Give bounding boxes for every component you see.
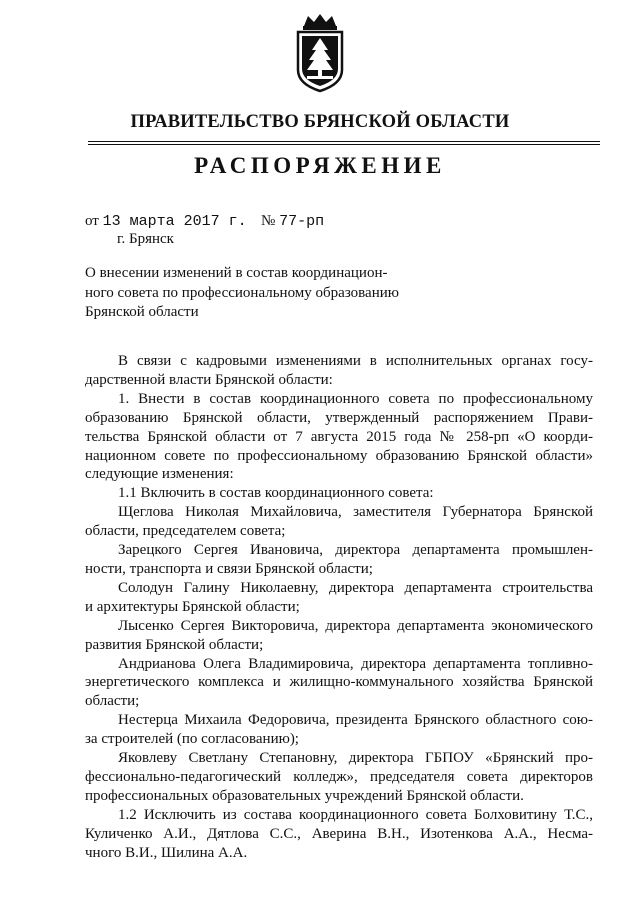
document-city: г. Брянск: [117, 231, 174, 247]
body-line: образованию Брянской области, утвержденный распоряжением Прави-: [85, 409, 593, 426]
body-line: Солодун Галину Николаевну, директора департамента строительства: [118, 579, 593, 596]
body-line: В связи с кадровыми изменениями в исполнительных органах госу-: [118, 353, 593, 369]
body-line: 1.2 Исключить из состава координационного совета Болховитину Т.С.,: [118, 806, 593, 823]
date-prefix: от: [85, 213, 99, 229]
document-date: [85, 213, 247, 230]
number-prefix: №: [261, 213, 276, 229]
body-line: Лысенко Сергея Викторовича, директора департамента экономического: [118, 617, 593, 634]
body-line: энергетического комплекса и жилищно-коммунального хозяйства Брянской: [85, 674, 593, 691]
body-line: чного В.И., Шилина А.А.: [85, 844, 248, 861]
subject-line: ного совета по профессиональному образованию: [85, 284, 399, 301]
body-line: области, председателем совета;: [85, 523, 286, 540]
body-line: Яковлеву Светлану Степановну, директора ГБПОУ «Брянский про-: [118, 750, 593, 767]
document-type-heading: РАСПОРЯЖЕНИЕ: [194, 153, 446, 178]
number-value: 77-рп: [279, 213, 325, 230]
document-body: [85, 352, 593, 862]
body-line: фессионально-педагогический колледж», председателя совета директоров: [85, 768, 593, 785]
document-subject: [85, 264, 445, 323]
body-line: тельства Брянской области от 7 августа 2015 года № 258-рп «О коорди-: [85, 428, 593, 445]
subject-line: О внесении изменений в состав координацион-: [85, 265, 388, 281]
body-line: Щеглова Николая Михайловича, заместителя Губернатора Брянской: [118, 504, 593, 521]
body-line: Куличенко А.И., Дятлова С.С., Аверина В.Н., Изотенкова А.А., Несма-: [85, 825, 593, 842]
government-title: ПРАВИТЕЛЬСТВО БРЯНСКОЙ ОБЛАСТИ: [130, 112, 510, 132]
body-line: Зарецкого Сергея Ивановича, директора департамента промышлен-: [118, 542, 593, 559]
body-line: ности, транспорта и связи Брянской области;: [85, 560, 373, 577]
body-line: национном совете по профессиональному образованию Брянской области»: [85, 447, 593, 464]
body-line: Андрианова Олега Владимировича, директора департамента топливно-: [118, 655, 593, 672]
body-line: 1.1 Включить в состав координационного совета:: [118, 485, 434, 502]
body-line: развития Брянской области;: [85, 636, 264, 653]
body-line: следующие изменения:: [85, 466, 234, 483]
body-line: дарственной власти Брянской области:: [85, 371, 333, 388]
body-line: 1. Внести в состав координационного совета по профессиональному: [118, 390, 593, 407]
date-value: 13 марта 2017 г.: [102, 213, 247, 230]
subject-line: Брянской области: [85, 304, 199, 320]
body-line: и архитектуры Брянской области;: [85, 598, 300, 615]
body-line: области;: [85, 693, 140, 710]
header-rule-thick: [88, 141, 600, 142]
body-line: профессиональных образовательных учреждений Брянской области.: [85, 787, 524, 804]
body-line: за строителей (по согласованию);: [85, 731, 299, 748]
body-line: Нестерца Михаила Федоровича, президента Брянского областного сою-: [118, 712, 593, 729]
document-number: [261, 213, 324, 230]
coat-of-arms-icon: [290, 12, 350, 94]
header-rule-thin: [88, 144, 600, 145]
